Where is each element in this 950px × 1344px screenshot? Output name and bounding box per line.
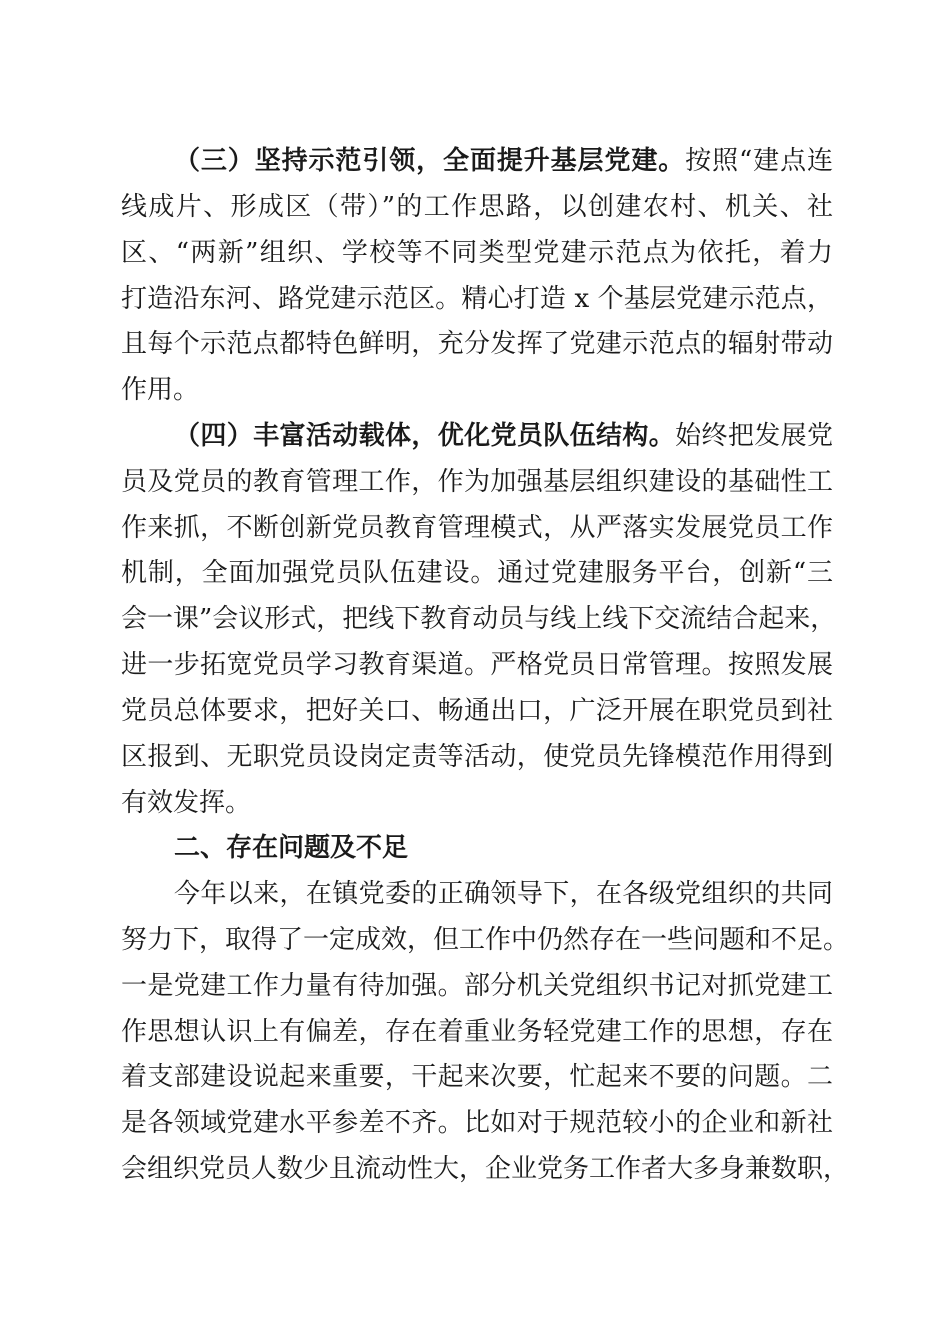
paragraph-3-line-4: 打造沿东河、路党建示范区。精心打造 x 个基层党建示范点，	[121, 284, 833, 314]
paragraph-5-line-2: 努力下，取得了一定成效，但工作中仍然存在一些问题和不足。	[121, 925, 850, 955]
paragraph-5-line-7: 会组织党员人数少且流动性大，企业党务工作者大多身兼数职，	[121, 1154, 850, 1184]
paragraph-3-line-1: （三）坚持示范引领，全面提升基层党建。按照“建点连	[174, 146, 833, 176]
paragraph-4-line-2: 员及党员的教育管理工作，作为加强基层组织建设的基础性工	[121, 467, 833, 497]
paragraph-5-line-5: 着支部建设说起来重要，干起来次要，忙起来不要的问题。二	[121, 1062, 833, 1092]
paragraph-4-line-4: 机制，全面加强党员队伍建设。通过党建服务平台，创新“三	[121, 558, 833, 588]
paragraph-4-line-5: 会一课”会议形式，把线下教育动员与线上线下交流结合起来，	[121, 604, 837, 634]
paragraph-5-line-3: 一是党建工作力量有待加强。部分机关党组织书记对抓党建工	[121, 971, 833, 1001]
paragraph-3-line-5: 且每个示范点都特色鲜明，充分发挥了党建示范点的辐射带动	[121, 329, 833, 359]
paragraph-4-line-9: 有效发挥。	[121, 788, 252, 818]
paragraph-3-heading: （三）坚持示范引领，全面提升基层党建。	[174, 146, 686, 176]
paragraph-4-line-3: 作来抓，不断创新党员教育管理模式，从严落实发展党员工作	[121, 513, 833, 543]
paragraph-4-line-1: （四）丰富活动载体，优化党员队伍结构。始终把发展党	[174, 421, 833, 451]
paragraph-3-line-3: 区、“两新”组织、学校等不同类型党建示范点为依托，着力	[121, 238, 833, 268]
paragraph-3-line-2: 线成片、形成区（带）”的工作思路，以创建农村、机关、社	[121, 192, 833, 222]
paragraph-4-heading: （四）丰富活动载体，优化党员队伍结构。	[174, 421, 676, 451]
paragraph-5-line-1: 今年以来，在镇党委的正确领导下，在各级党组织的共同	[174, 879, 833, 909]
paragraph-5-line-6: 是各领域党建水平参差不齐。比如对于规范较小的企业和新社	[121, 1108, 833, 1138]
paragraph-4-line-8: 区报到、无职党员设岗定责等活动，使党员先锋模范作用得到	[121, 742, 833, 772]
paragraph-4-line-7: 党员总体要求，把好关口、畅通出口，广泛开展在职党员到社	[121, 696, 833, 726]
paragraph-4-line-6: 进一步拓宽党员学习教育渠道。严格党员日常管理。按照发展	[121, 650, 833, 680]
section-heading: 二、存在问题及不足	[174, 833, 409, 863]
paragraph-5-line-4: 作思想认识上有偏差，存在着重业务轻党建工作的思想，存在	[121, 1017, 833, 1047]
paragraph-3-line-6: 作用。	[121, 375, 200, 405]
